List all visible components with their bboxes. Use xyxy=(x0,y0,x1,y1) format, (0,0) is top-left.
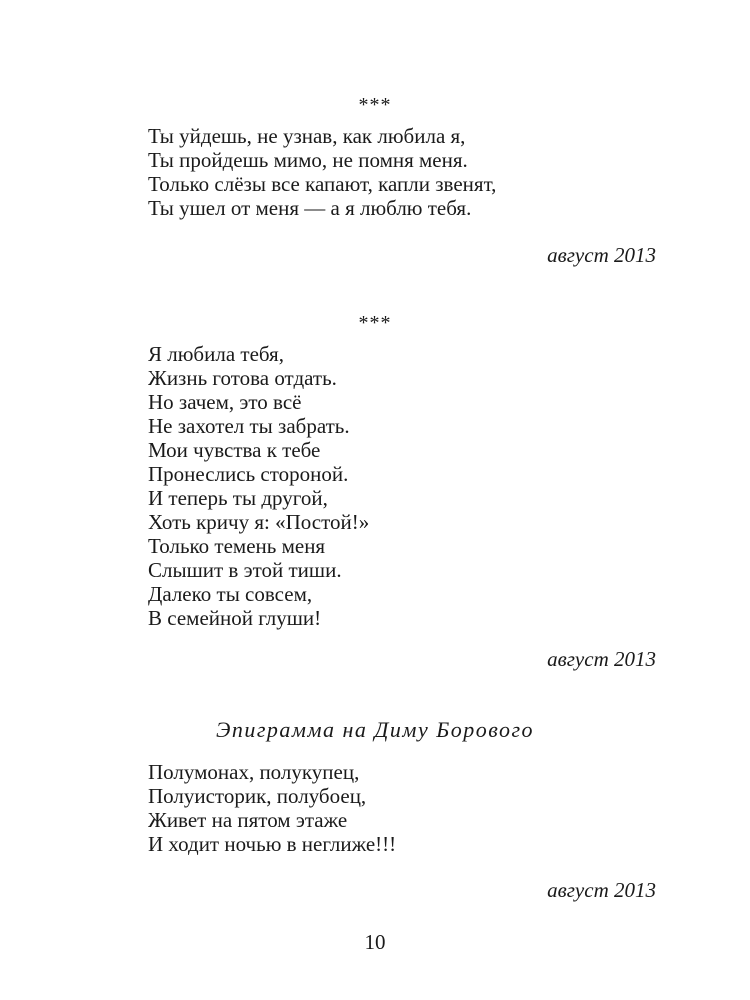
poem-line: Слышит в этой тиши. xyxy=(148,558,342,582)
poem-line: И ходит ночью в неглиже!!! xyxy=(148,832,397,856)
poem-line: Я любила тебя, xyxy=(148,342,284,366)
poem-line: Далеко ты совсем, xyxy=(148,582,313,606)
poem-line: Ты ушел от меня — а я люблю тебя. xyxy=(148,196,472,220)
poem-3-title: Эпиграмма на Диму Борового xyxy=(215,717,535,742)
poem-line: Полумонах, полукупец, xyxy=(148,760,360,784)
poem-2-separator: *** xyxy=(358,312,392,334)
poem-line: Мои чувства к тебе xyxy=(148,438,321,462)
poem-3-body xyxy=(148,760,396,856)
poem-3-date: август 2013 xyxy=(547,878,656,902)
poem-line: Ты пройдешь мимо, не помня меня. xyxy=(148,148,468,172)
poem-line: Ты уйдешь, не узнав, как любила я, xyxy=(148,124,466,148)
page-number: 10 xyxy=(364,930,386,954)
poem-line: Не захотел ты забрать. xyxy=(148,414,350,438)
poem-line: Пронеслись стороной. xyxy=(148,462,349,486)
poem-line: Только темень меня xyxy=(148,534,326,558)
poem-line: Жизнь готова отдать. xyxy=(148,366,337,390)
poem-line: В семейной глуши! xyxy=(148,606,322,630)
poem-line: Хоть кричу я: «Постой!» xyxy=(148,510,370,534)
poem-2-body xyxy=(148,342,369,630)
poem-line: Живет на пятом этаже xyxy=(148,808,348,832)
poem-line: Но зачем, это всё xyxy=(148,390,302,414)
poem-line: Полуисторик, полубоец, xyxy=(148,784,367,808)
poem-1-separator: *** xyxy=(358,94,392,116)
poem-1-body xyxy=(148,124,496,220)
poem-2-date: август 2013 xyxy=(547,647,656,671)
poem-1-date: август 2013 xyxy=(547,243,656,267)
poem-line: И теперь ты другой, xyxy=(148,486,328,510)
poem-line: Только слёзы все капают, капли звенят, xyxy=(148,172,497,196)
